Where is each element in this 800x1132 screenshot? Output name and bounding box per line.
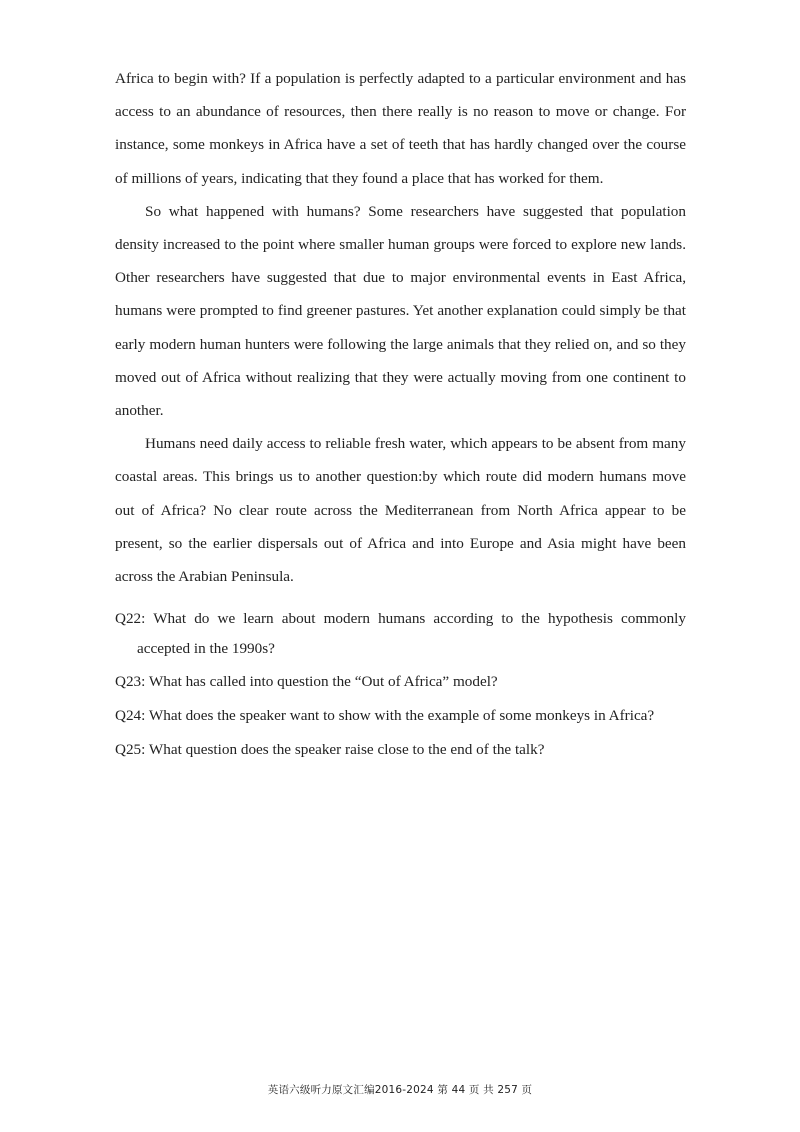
question-q23: Q23: What has called into question the “Out of Africa” model? (115, 673, 498, 690)
question-q24: Q24: What does the speaker want to show with the example of some monkeys in Africa? (115, 707, 655, 725)
question-q22: Q22: What do we learn about modern humans according to the hypothesis commonly accepted in the 1990s? (115, 610, 686, 657)
page-footer: 英语六级听力原文汇编2016-2024 第 44 页 共 257 页 (267, 1084, 533, 1096)
paragraph-3: Humans need daily access to reliable fresh water, which appears to be absent from many coastal areas. This brings us to another question:by which route did modern humans move out of Africa? No clear route across the Mediterranean from North Africa appear to be present, so the earlier dispersals out of Africa and into Europe and Asia might have been across the Arabian Peninsula. (115, 435, 686, 586)
passage-body (115, 62, 686, 593)
question-list (115, 604, 686, 767)
paragraph-1: Africa to begin with? If a population is perfectly adapted to a particular environment and has access to an abundance of resources, then there really is no reason to move or change. For instance, some monkeys in Africa have a set of teeth that has hardly changed over the course of millions of years, indicating that they found a place that has worked for them. (115, 70, 686, 187)
question-q25: Q25: What question does the speaker raise close to the end of the talk? (115, 741, 545, 759)
paragraph-2: So what happened with humans? Some researchers have suggested that population density increased to the point where smaller human groups were forced to explore new lands. Other researchers have suggested that due to major environmental events in East Africa, humans were prompted to find greener pastures. Yet another explanation could simply be that early modern human hunters were following the large animals that they relied on, and so they moved out of Africa without realizing that they were actually moving from one continent to another. (115, 202, 686, 420)
